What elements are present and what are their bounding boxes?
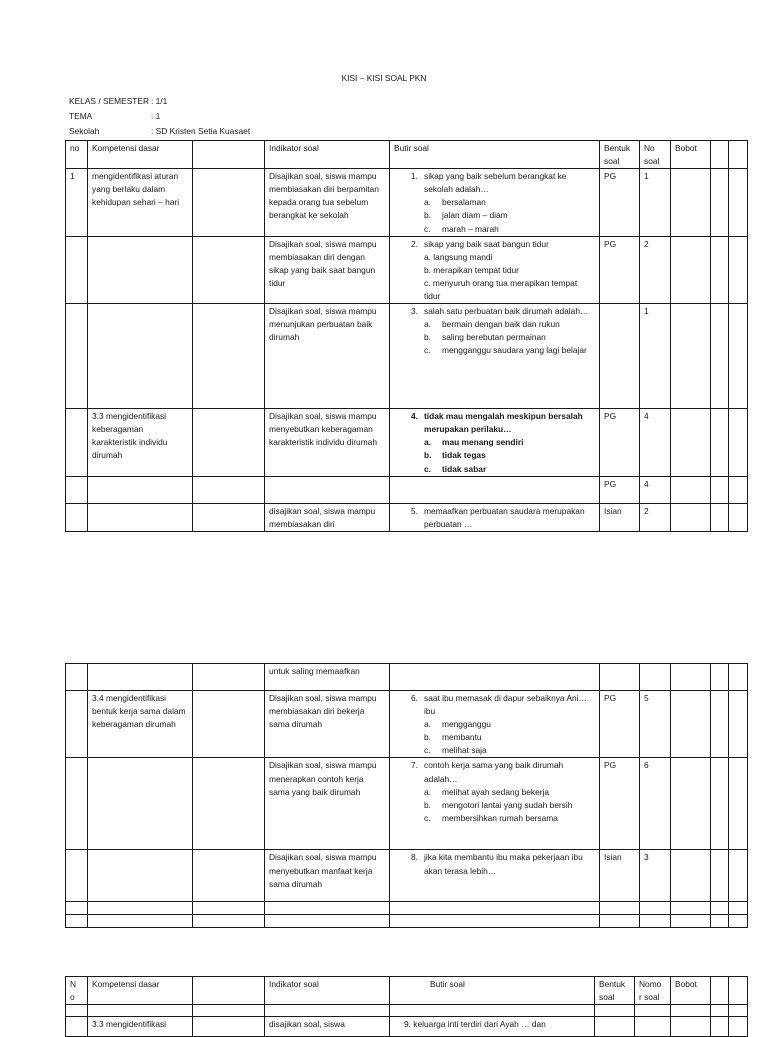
table-row: 1 mengidentifikasi aturan yang berlaku dalam kehidupan sehari – hari Disajikan soal, siswa mampu membiasakan diri berpamitan kepada orang tua sebelum berangkat ke sekolah 1. sikap yang baik sebelum berangkat ke sekolah adalah… a. bersalaman b. jalan diam – diam c. marah – marah PG 1	[66, 169, 748, 236]
butir-cell: 2. sikap yang baik saat bangun tidur a. langsung mandi b. merapikan tempat tidur c. menyuruh orang tua merapikan tempat tidur	[390, 236, 600, 303]
table-row: Disajikan soal, siswa mampu menunjukan perbuatan baik dirumah 3. salah satu perbuatan baik dirumah adalah… a. bermain dengan baik dan rukun b. saling berebutan permainan c. mengganggu saudara yang lagi belajar 1	[66, 304, 748, 409]
header-nosoal: Nomo r soal	[635, 977, 671, 1005]
butir-cell: 5. memaafkan perbuatan saudara merupakan perbuatan …	[390, 503, 600, 531]
table-row	[66, 1005, 748, 1017]
header-bentuk: Bentuk soal	[595, 977, 635, 1005]
kisi-table-2	[65, 663, 748, 928]
indikator-cell: Disajikan soal, siswa mampu membiasakan diri dengan sikap yang baik saat bangun tidur	[265, 236, 390, 303]
kisi-table-1	[65, 140, 748, 532]
document-title: KISI – KISI SOAL PKN	[341, 73, 427, 83]
header-bentuk: Bentuk soal	[600, 141, 640, 169]
meta-kelas: KELAS / SEMESTER : 1/1	[69, 96, 168, 106]
table-row: 3.4 mengidentifikasi bentuk kerja sama dalam keberagaman dirumah Disajikan soal, siswa mampu membiasakan diri bekerja sama dirumah 6. saat ibu memasak di dapur sebaiknya Ani… ibu a. mengganggu b. membantu c. melihat saja PG 5	[66, 691, 748, 758]
meta-tema: TEMA : 1	[69, 111, 161, 121]
kd-cell: 3.4 mengidentifikasi bentuk kerja sama dalam keberagaman dirumah	[88, 691, 193, 758]
header-bobot: Bobot	[671, 141, 711, 169]
kd-cell: mengidentifikasi aturan yang berlaku dalam kehidupan sehari – hari	[88, 169, 193, 236]
table-row	[66, 664, 748, 691]
header-kd: Kompetensi dasar	[88, 977, 193, 1005]
table-row: disajikan soal, siswa mampu membiasakan diri 5. memaafkan perbuatan saudara merupakan perbuatan … Isian 2	[66, 503, 748, 531]
indikator-cell: Disajikan soal, siswa mampu menyebutkan manfaat kerja sama dirumah	[265, 850, 390, 902]
header-no: N o	[66, 977, 88, 1005]
header-bobot: Bobot	[671, 977, 711, 1005]
butir-cell: 8. jika kita membantu ibu maka pekerjaan ibu akan terasa lebih…	[390, 850, 600, 902]
butir-cell: 4. tidak mau mengalah meskipun bersalah merupakan perilaku… a. mau menang sendiri b. tidak tegas c. tidak sabar	[390, 409, 600, 476]
table-row	[66, 902, 748, 915]
table-row: Disajikan soal, siswa mampu menerapkan contoh kerja sama yang baik dirumah 7. contoh kerja sama yang baik dirumah adalah… a. melihat ayah sedang bekerja b. mengotori lantai yang sudah bersih c. membersihkan rumah bersama PG 6	[66, 758, 748, 850]
indikator-cell: Disajikan soal, siswa mampu membiasakan diri berpamitan kepada orang tua sebelum berangkat ke sekolah	[265, 169, 390, 236]
header-butir: Butir soal	[390, 977, 595, 1005]
header-row	[66, 141, 748, 169]
indikator-cell: disajikan soal, siswa mampu membiasakan diri	[265, 503, 390, 531]
header-nosoal: No soal	[640, 141, 671, 169]
indikator-cell: untuk saling memaafkan	[265, 664, 390, 691]
butir-cell: 3. salah satu perbuatan baik dirumah adalah… a. bermain dengan baik dan rukun b. saling berebutan permainan c. mengganggu saudara yang lagi belajar	[390, 304, 600, 409]
header-indikator: Indikator soal	[265, 977, 390, 1005]
meta-sekolah: Sekolah : SD Kristen Setia Kuasaet	[69, 126, 251, 136]
table-row: Disajikan soal, siswa mampu menyebutkan manfaat kerja sama dirumah 8. jika kita membantu ibu maka pekerjaan ibu akan terasa lebih… Isian 3	[66, 850, 748, 902]
table-row: Disajikan soal, siswa mampu membiasakan diri dengan sikap yang baik saat bangun tidur 2. sikap yang baik saat bangun tidur a. langsung mandi b. merapikan tempat tidur c. menyuruh orang tua merapikan tempat tidur PG 2	[66, 236, 748, 303]
header-indikator: Indikator soal	[265, 141, 390, 169]
header-kd: Kompetensi dasar	[88, 141, 193, 169]
header-butir: Butir soal	[390, 141, 600, 169]
header-no: no	[66, 141, 88, 169]
butir-cell: 1. sikap yang baik sebelum berangkat ke sekolah adalah… a. bersalaman b. jalan diam – diam c. marah – marah	[390, 169, 600, 236]
indikator-cell: Disajikan soal, siswa mampu menunjukan perbuatan baik dirumah	[265, 304, 390, 409]
kd-cell: 3.3 mengidentifikasi keberagaman karakteristik individu dirumah	[88, 409, 193, 476]
butir-cell: 6. saat ibu memasak di dapur sebaiknya Ani… ibu a. mengganggu b. membantu c. melihat saja	[390, 691, 600, 758]
table-row: PG 4	[66, 476, 748, 503]
table-row	[66, 915, 748, 928]
butir-cell: 7. contoh kerja sama yang baik dirumah adalah… a. melihat ayah sedang bekerja b. mengotori lantai yang sudah bersih c. membersihkan rumah bersama	[390, 758, 600, 850]
header-row	[66, 977, 748, 1005]
table-row: 3.3 mengidentifikasi keberagaman karakteristik individu dirumah Disajikan soal, siswa mampu menyebutkan keberagaman karakteristik individu dirumah 4. tidak mau mengalah meskipun bersalah merupakan perilaku… a. mau menang sendiri b. tidak tegas c. tidak sabar PG 4	[66, 409, 748, 476]
indikator-cell: Disajikan soal, siswa mampu membiasakan diri bekerja sama dirumah	[265, 691, 390, 758]
kisi-table-3	[65, 976, 748, 1037]
table-row: 3.3 mengidentifikasi disajikan soal, siswa 9. keluarga inti terdiri dari Ayah … dan	[66, 1017, 748, 1037]
indikator-cell: Disajikan soal, siswa mampu menerapkan contoh kerja sama yang baik dirumah	[265, 758, 390, 850]
indikator-cell: Disajikan soal, siswa mampu menyebutkan keberagaman karakteristik individu dirumah	[265, 409, 390, 476]
